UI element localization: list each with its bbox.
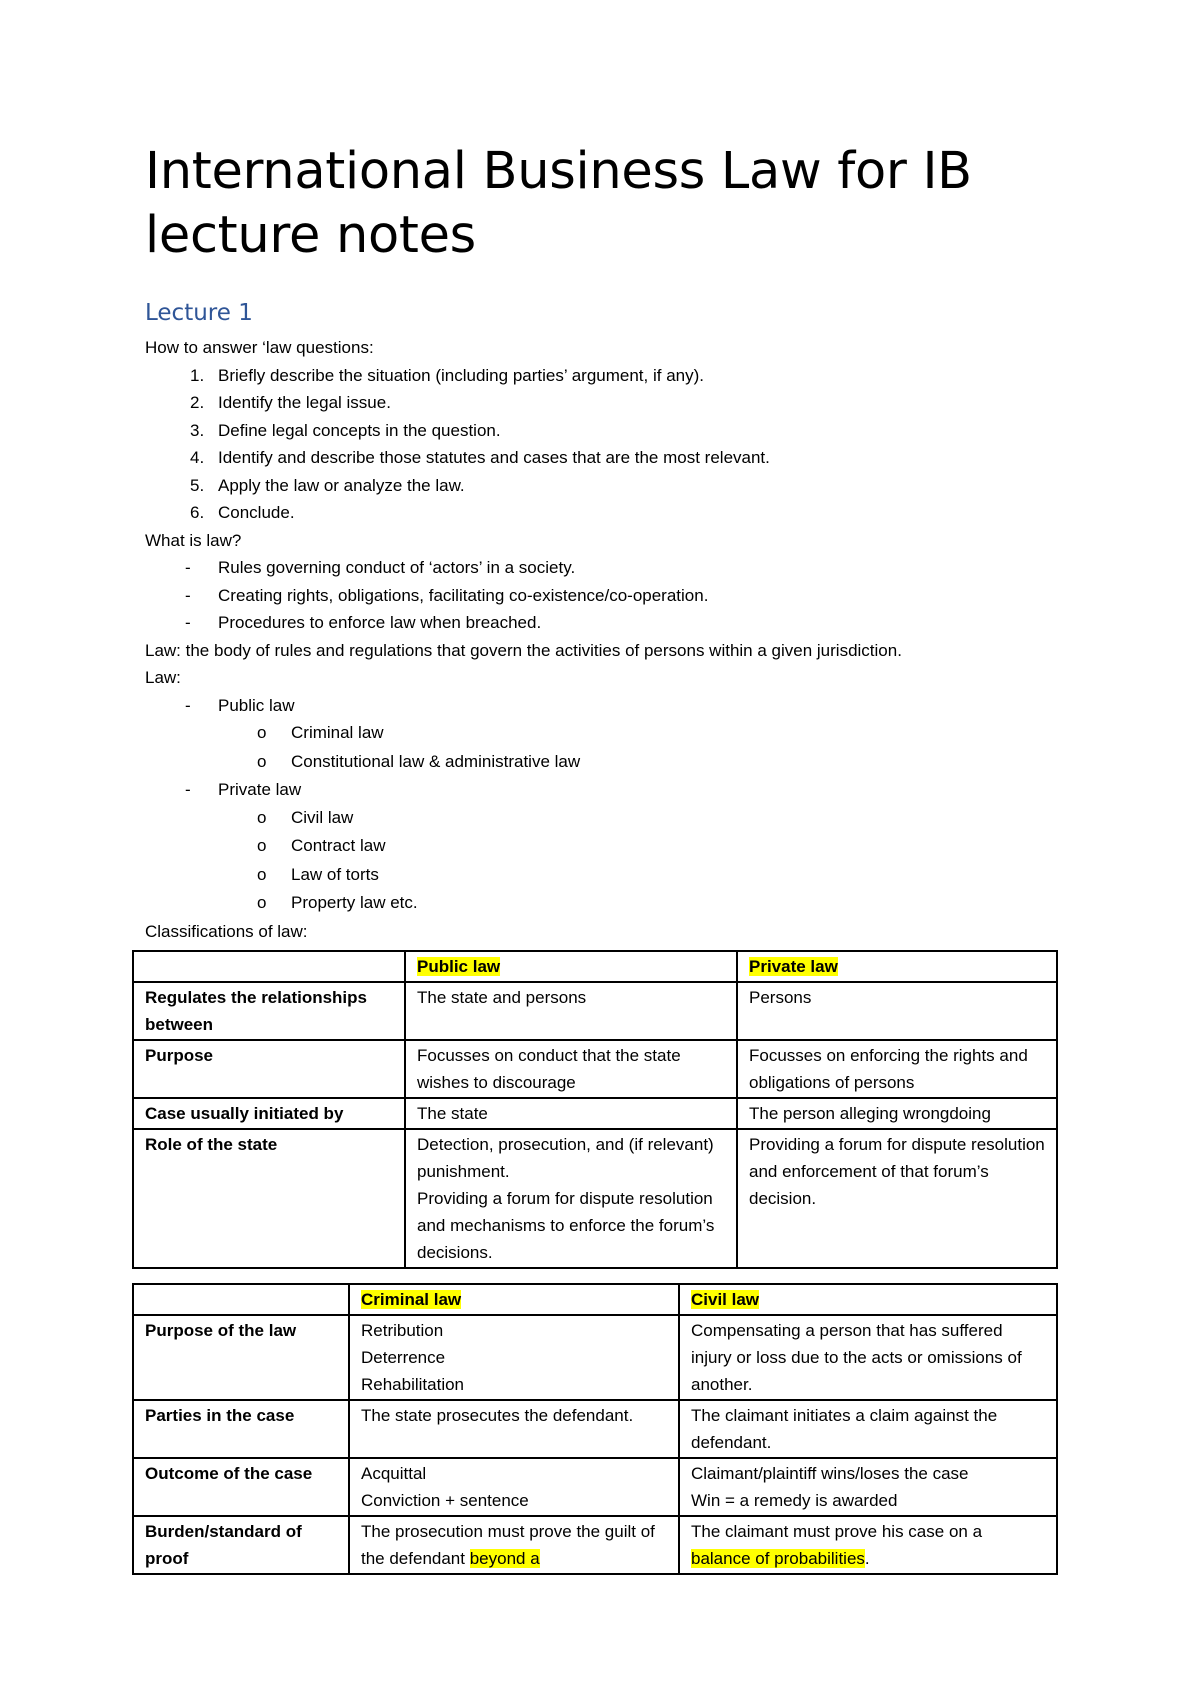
what-is-law-line: What is law? [145, 530, 242, 550]
list-item: o Civil law [257, 807, 354, 827]
row-label: Role of the state [133, 1129, 405, 1268]
list-item: 3. Define legal concepts in the question. [190, 420, 501, 440]
table-row [133, 982, 1057, 1040]
list-item: o Constitutional law & administrative law [257, 751, 581, 771]
row-label: Case usually initiated by [133, 1098, 405, 1129]
row-label: Purpose [133, 1040, 405, 1098]
law-label: Law: [145, 668, 181, 687]
column-header: Public law [417, 957, 501, 976]
private-law-item: - Private law [185, 780, 302, 799]
table-row [133, 951, 1057, 982]
table-row [133, 1458, 1057, 1516]
table-row [133, 1129, 1057, 1268]
list-item: o Law of torts [257, 864, 379, 884]
list-item: 1. Briefly describe the situation (including parties’ argument, if any). [190, 365, 704, 385]
table-cell: The prosecution must prove the guilt of the defendant beyond a [349, 1516, 679, 1574]
list-item: 4. Identify and describe those statutes and cases that are the most relevant. [190, 448, 770, 467]
public-private-table [132, 950, 1058, 1269]
table-cell: The state and persons [405, 982, 737, 1040]
page-content [145, 140, 1060, 945]
highlighted-text: beyond a [469, 1549, 540, 1568]
document-title: International Business Law for IB lecture notes [145, 142, 972, 265]
list-item: 5. Apply the law or analyze the law. [190, 475, 465, 495]
list-item: 2. Identify the legal issue. [190, 393, 391, 412]
list-item: - Rules governing conduct of ‘actors’ in a society. [185, 558, 576, 577]
list-item: o Property law etc. [257, 893, 418, 912]
steps-list [145, 362, 1060, 527]
table-cell: The claimant initiates a claim against the defendant. [679, 1400, 1057, 1458]
row-label: Regulates the relationships between [133, 982, 405, 1040]
classifications-label: Classifications of law: [145, 921, 308, 941]
table-cell: Detection, prosecution, and (if relevant) punishment. Providing a forum for dispute resolution and mechanisms to enforce the forum’s decisions. [405, 1129, 737, 1268]
table-row [133, 1040, 1057, 1098]
criminal-civil-table [132, 1283, 1058, 1575]
table-cell: The claimant must prove his case on a balance of probabilities. [679, 1516, 1057, 1574]
table-cell: The state prosecutes the defendant. [349, 1400, 679, 1458]
table-row [133, 1284, 1057, 1315]
law-definition: Law: the body of rules and regulations that govern the activities of persons within a given jurisdiction. [145, 640, 902, 660]
table-cell: Claimant/plaintiff wins/loses the case Win = a remedy is awarded [679, 1458, 1057, 1516]
column-header: Civil law [691, 1290, 760, 1309]
list-item: - Procedures to enforce law when breached. [185, 613, 542, 632]
public-law-item: - Public law [185, 695, 295, 715]
table-cell: Retribution Deterrence Rehabilitation [349, 1315, 679, 1400]
intro-line: How to answer ‘law questions: [145, 338, 374, 357]
row-label: Purpose of the law [133, 1315, 349, 1400]
table-cell: Compensating a person that has suffered injury or loss due to the acts or omissions of another. [679, 1315, 1057, 1400]
list-item: - Creating rights, obligations, facilitating co-existence/co-operation. [185, 585, 709, 605]
column-header: Private law [749, 957, 838, 976]
list-item: o Criminal law [257, 723, 384, 742]
table-cell: The state [405, 1098, 737, 1129]
table-row [133, 1315, 1057, 1400]
list-item: 6. Conclude. [190, 503, 295, 522]
highlighted-text: balance of probabilities [691, 1549, 865, 1568]
table-cell: The person alleging wrongdoing [737, 1098, 1057, 1129]
table-cell: Acquittal Conviction + sentence [349, 1458, 679, 1516]
table-cell: Providing a forum for dispute resolution and enforcement of that forum’s decision. [737, 1129, 1057, 1268]
table-cell: Focusses on conduct that the state wishes to discourage [405, 1040, 737, 1098]
row-label: Outcome of the case [133, 1458, 349, 1516]
table-row [133, 1516, 1057, 1574]
column-header: Criminal law [361, 1290, 462, 1309]
list-item: o Contract law [257, 836, 386, 855]
row-label: Parties in the case [133, 1400, 349, 1458]
table-cell: Persons [737, 982, 1057, 1040]
table-row [133, 1098, 1057, 1129]
table-cell: Focusses on enforcing the rights and obligations of persons [737, 1040, 1057, 1098]
row-label: Burden/standard of proof [133, 1516, 349, 1574]
table-row [133, 1400, 1057, 1458]
section-heading: Lecture 1 [145, 300, 253, 326]
